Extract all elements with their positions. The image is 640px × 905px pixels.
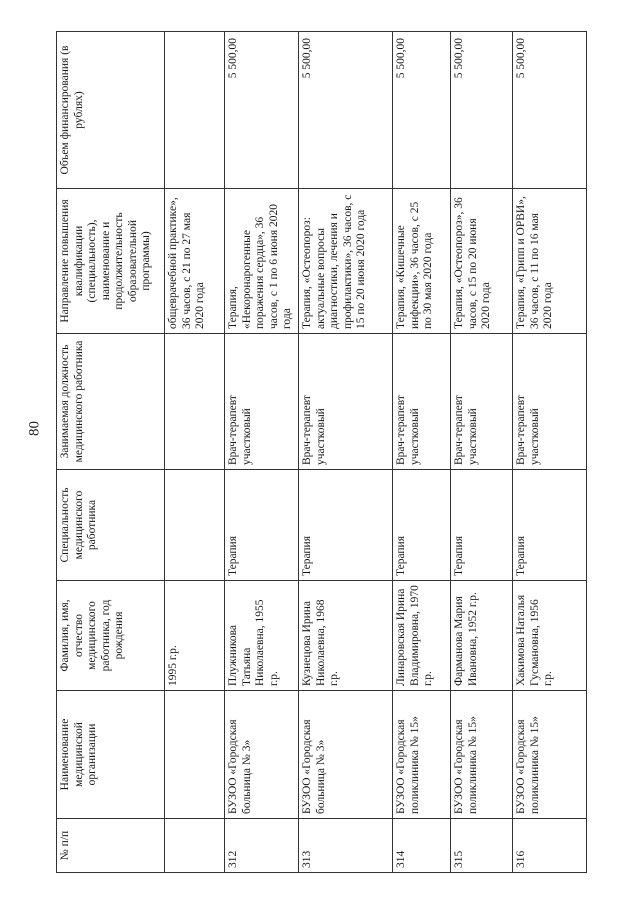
cell-num: 315: [451, 819, 513, 873]
cell-position: Врач-терапевт участковый: [451, 334, 513, 470]
cell-name: Линаровская Ирина Владимировна, 1970 г.р.: [393, 581, 451, 691]
cell-name: Фарманова Мария Ивановна, 1952 г.р.: [451, 581, 513, 691]
cell-specialty: [165, 470, 225, 581]
cell-specialty: Терапия: [393, 470, 451, 581]
cell-num: 314: [393, 819, 451, 873]
cell-amount: 5 500,00: [513, 32, 587, 189]
cell-program: Терапия, «Некоронарогенные поражения сердца», 36 часов, с 1 по 6 июня 2020 года: [225, 189, 299, 334]
header-specialty: Специальность медицинского работника: [57, 470, 165, 581]
cell-org: БУЗОО «Городская больница № 3»: [225, 691, 299, 819]
page-number: 80: [26, 421, 43, 436]
cell-num: 312: [225, 819, 299, 873]
header-row: [57, 32, 165, 873]
cell-position: [165, 334, 225, 470]
cell-amount: 5 500,00: [299, 32, 393, 189]
table-row: [451, 32, 513, 873]
header-num: № п/п: [57, 819, 165, 873]
cell-program: Терапия, «Грипп и ОРВИ», 36 часов, с 11 по 16 мая 2020 года: [513, 189, 587, 334]
table-row: [299, 32, 393, 873]
table-row: [225, 32, 299, 873]
cell-position: Врач-терапевт участковый: [393, 334, 451, 470]
header-name: Фамилия, имя, отчество медицинского работника, год рождения: [57, 581, 165, 691]
cell-program: Терапия, «Кишечные инфекции», 36 часов, с 25 по 30 мая 2020 года: [393, 189, 451, 334]
cell-program: Терапия, «Остеопороз», 36 часов, с 15 по 20 июня 2020 года: [451, 189, 513, 334]
cell-program: общеврачебной практике», 36 часов, с 21 по 27 мая 2020 года: [165, 189, 225, 334]
cell-num: 313: [299, 819, 393, 873]
header-position: Занимаемая должность медицинского работника: [57, 334, 165, 470]
cell-org: БУЗОО «Городская больница № 3»: [299, 691, 393, 819]
cell-specialty: Терапия: [513, 470, 587, 581]
cell-org: БУЗОО «Городская поликлиника № 15»: [451, 691, 513, 819]
training-table: [56, 31, 587, 873]
cell-org: БУЗОО «Городская поликлиника № 15»: [393, 691, 451, 819]
cell-org: БУЗОО «Городская поликлиника № 15»: [513, 691, 587, 819]
cell-program: Терапия, «Остеопороз: актуальные вопросы диагностики, лечения и профилактики», 36 часов, с 15 по 20 июня 2020 года: [299, 189, 393, 334]
cell-num: [165, 819, 225, 873]
cell-amount: [165, 32, 225, 189]
cell-name: 1995 г.р.: [165, 581, 225, 691]
document-page: [56, 32, 586, 873]
cell-specialty: Терапия: [299, 470, 393, 581]
header-org: Наименование медицинской организации: [57, 691, 165, 819]
cell-org: [165, 691, 225, 819]
cell-amount: 5 500,00: [393, 32, 451, 189]
cell-position: Врач-терапевт участковый: [225, 334, 299, 470]
cell-position: Врач-терапевт участковый: [513, 334, 587, 470]
table-row: [165, 32, 225, 873]
cell-amount: 5 500,00: [451, 32, 513, 189]
cell-name: Кузнецова Ирина Николаевна, 1968 г.р.: [299, 581, 393, 691]
cell-specialty: Терапия: [451, 470, 513, 581]
cell-specialty: Терапия: [225, 470, 299, 581]
cell-num: 316: [513, 819, 587, 873]
table-row: [513, 32, 587, 873]
header-program: Направление повышения квалификации (специальность), наименование и продолжительность образовательной программы): [57, 189, 165, 334]
cell-name: Хакимова Наталья Гусмановна, 1956 г.р.: [513, 581, 587, 691]
cell-position: Врач-терапевт участковый: [299, 334, 393, 470]
header-amount: Объем финансирования (в рублях): [57, 32, 165, 189]
cell-amount: 5 500,00: [225, 32, 299, 189]
cell-name: Плужникова Татьяна Николаевна, 1955 г.р.: [225, 581, 299, 691]
table-row: [393, 32, 451, 873]
